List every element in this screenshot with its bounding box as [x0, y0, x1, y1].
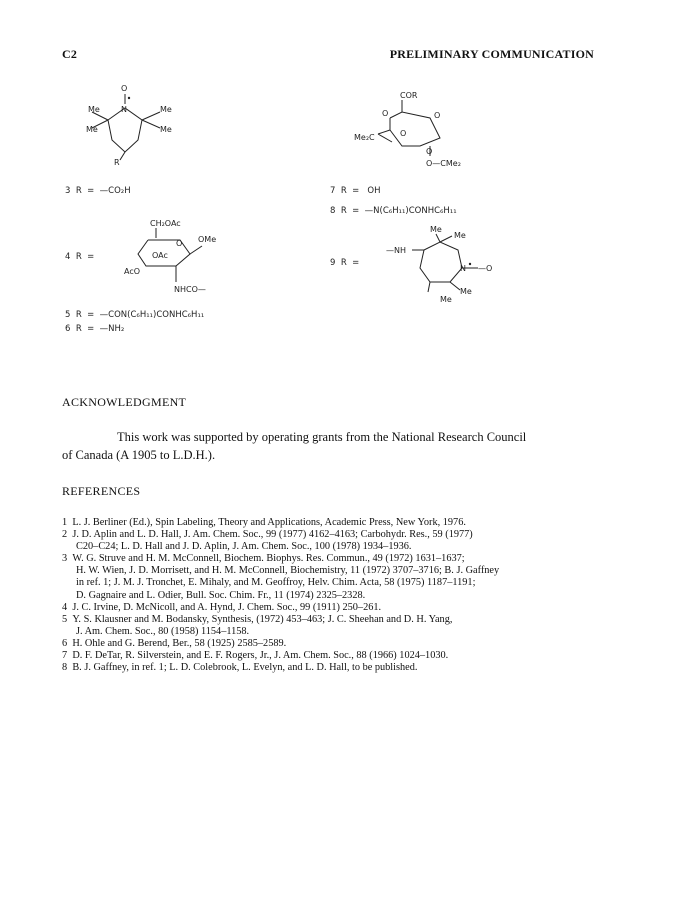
- svg-text:R: R: [114, 158, 120, 167]
- svg-text:—O: —O: [478, 264, 493, 273]
- glucosaminide-structure: [118, 218, 228, 296]
- svg-text:O: O: [382, 109, 389, 118]
- svg-text:O: O: [426, 147, 433, 156]
- compound-row-5: 5 R = —CON(C₆H₁₁)CONHC₆H₁₁: [65, 310, 205, 320]
- compound-row-4: 4 R =: [65, 252, 95, 262]
- reference-item: 5 Y. S. Klausner and M. Bodansky, Synthesis, (1972) 453–463; J. C. Sheehan and D. H. Yang,: [62, 613, 453, 625]
- compound-row-8: 8 R = —N(C₆H₁₁)CONHC₆H₁₁: [330, 206, 457, 216]
- svg-text:Me₂C: Me₂C: [354, 133, 375, 142]
- svg-text:Me: Me: [88, 105, 100, 114]
- reference-continuation: J. Am. Chem. Soc., 80 (1958) 1154–1158.: [76, 625, 250, 637]
- nitroxide-piperidine-structure: [80, 82, 200, 172]
- svg-text:Me: Me: [86, 125, 98, 134]
- svg-text:COR: COR: [400, 91, 418, 100]
- compound-row-3: 3 R = —CO₂H: [65, 186, 131, 196]
- svg-text:O—CMe₂: O—CMe₂: [426, 159, 461, 168]
- svg-text:O: O: [434, 111, 441, 120]
- svg-text:—NH: —NH: [386, 246, 406, 255]
- reference-item: 4 J. C. Irvine, D. McNicoll, and A. Hynd, J. Chem. Soc., 99 (1911) 250–261.: [62, 601, 382, 613]
- svg-text:CH₂OAc: CH₂OAc: [150, 219, 181, 228]
- acknowledgment-text: This work was supported by operating grants from the National Research Council of Canada (A 1905 to L.D.H.).: [62, 430, 527, 462]
- svg-text:Me: Me: [460, 287, 472, 296]
- svg-text:Me: Me: [454, 231, 466, 240]
- compound-row-9: 9 R =: [330, 258, 360, 268]
- reference-continuation: D. Gagnaire and L. Odier, Bull. Soc. Chim. Fr., 11 (1974) 2325–2328.: [76, 589, 366, 601]
- svg-text:AcO: AcO: [124, 267, 141, 276]
- svg-text:OMe: OMe: [198, 235, 217, 244]
- svg-text:Me: Me: [440, 295, 452, 304]
- reference-continuation: in ref. 1; J. M. J. Tronchet, E. Mihaly, and M. Geoffroy, Helv. Chim. Acta, 58 (1975) 1187–1191;: [76, 577, 476, 589]
- svg-text:N: N: [460, 264, 466, 273]
- svg-text:NHCO—: NHCO—: [174, 285, 206, 294]
- running-title: PRELIMINARY COMMUNICATION: [389, 47, 594, 61]
- reference-item: 8 B. J. Gaffney, in ref. 1; L. D. Colebrook, L. Evelyn, and L. D. Hall, to be published.: [62, 662, 418, 674]
- svg-text:O: O: [121, 84, 128, 93]
- compound-row-7: 7 R = OH: [330, 186, 381, 196]
- reference-item: 7 D. F. DeTar, R. Silverstein, and E. F. Rogers, Jr., J. Am. Chem. Soc., 88 (1966) 1024–1030.: [62, 650, 449, 662]
- svg-text:OAc: OAc: [152, 251, 168, 260]
- amino-nitroxide-structure: [384, 224, 504, 304]
- reference-item: 6 H. Ohle and G. Berend, Ber., 58 (1925) 2585–2589.: [62, 637, 287, 649]
- reference-list: [62, 517, 622, 674]
- acknowledgment-heading: ACKNOWLEDGMENT: [62, 395, 187, 409]
- compound-row-6: 6 R = —NH₂: [65, 324, 125, 334]
- isopropylidene-sugar-structure: [340, 90, 480, 170]
- reference-item: 3 W. G. Struve and H. M. McConnell, Biochem. Biophys. Res. Commun., 49 (1972) 1631–1637;: [62, 553, 465, 565]
- svg-text:Me: Me: [430, 225, 442, 234]
- page-id: C2: [62, 47, 78, 61]
- svg-text:Me: Me: [160, 125, 172, 134]
- svg-text:Me: Me: [160, 105, 172, 114]
- svg-text:O: O: [176, 239, 183, 248]
- svg-text:O: O: [400, 129, 407, 138]
- reference-continuation: H. W. Wien, J. D. Morrisett, and H. M. McConnell, Biochemistry, 11 (1972) 3707–3716; B. J. Gaffney: [76, 565, 500, 577]
- reference-item: 2 J. D. Aplin and L. D. Hall, J. Am. Chem. Soc., 99 (1977) 4162–4163; Carbohydr. Res., 59 (1977): [62, 529, 473, 541]
- svg-text:N: N: [121, 105, 127, 114]
- reference-continuation: C20–C24; L. D. Hall and J. D. Aplin, J. Am. Chem. Soc., 100 (1978) 1934–1936.: [76, 541, 412, 553]
- reference-item: 1 L. J. Berliner (Ed.), Spin Labeling, Theory and Applications, Academic Press, New York, 1976.: [62, 517, 466, 528]
- references-heading: REFERENCES: [62, 484, 141, 498]
